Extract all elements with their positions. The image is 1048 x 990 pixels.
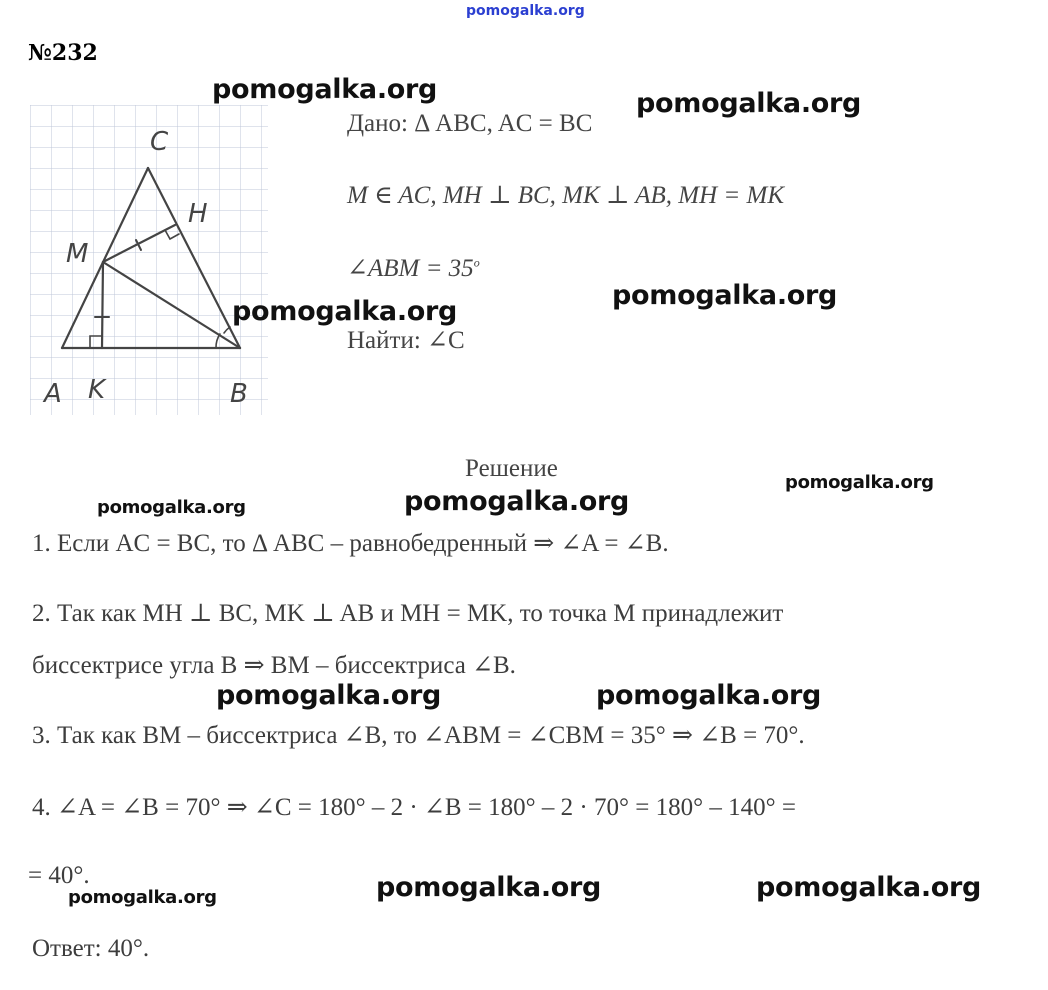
watermark-8: pomogalka.org (216, 680, 442, 711)
label-h: H (188, 199, 208, 229)
given-line-1: Дано: Δ ABC, AC = BC (347, 110, 593, 137)
watermark-12: pomogalka.org (68, 887, 217, 908)
answer-line: Ответ: 40°. (32, 935, 150, 962)
step-4b: = 40°. (28, 862, 90, 889)
step-4a: 4. ∠A = ∠B = 70° ⇒ ∠C = 180° – 2 · ∠B = 180° – 2 · 70° = 180° – 140° = (32, 794, 796, 821)
label-k: K (88, 375, 106, 405)
triangle-drawing (30, 105, 268, 415)
problem-number: №232 (28, 40, 98, 66)
watermark-7: pomogalka.org (404, 486, 630, 517)
watermark-3: pomogalka.org (612, 280, 838, 311)
top-watermark: pomogalka.org (466, 3, 585, 19)
given-line-2: M ∈ AC, MH ⊥ BC, MK ⊥ AB, MH = MK (347, 182, 785, 209)
find-line: Найти: ∠C (347, 327, 465, 354)
given-angle: ∠ABM = 35 (347, 255, 474, 282)
watermark-2: pomogalka.org (636, 88, 862, 119)
given-line-3 (347, 253, 480, 283)
step-2a: 2. Так как MH ⊥ BC, MK ⊥ AB и MH = MK, то точка M принадлежит (32, 600, 784, 627)
label-c: C (150, 127, 169, 157)
triangle-figure (30, 105, 268, 415)
solution-title: Решение (465, 455, 558, 482)
watermark-11: pomogalka.org (756, 872, 982, 903)
step-1: 1. Если AC = BC, то Δ ABC – равнобедренный ⇒ ∠A = ∠B. (32, 530, 669, 557)
watermark-10: pomogalka.org (376, 872, 602, 903)
watermark-1: pomogalka.org (212, 74, 438, 105)
step-3: 3. Так как BM – биссектриса ∠B, то ∠ABM = ∠CBM = 35° ⇒ ∠B = 70°. (32, 722, 805, 749)
watermark-9: pomogalka.org (596, 680, 822, 711)
watermark-6: pomogalka.org (97, 497, 246, 518)
label-b: B (230, 379, 248, 409)
label-a: A (44, 379, 62, 409)
perpendicular-mk (102, 262, 103, 348)
watermark-4: pomogalka.org (232, 296, 458, 327)
label-m: M (66, 239, 89, 269)
given-degree: o (473, 255, 480, 270)
step-2b: биссектрисе угла B ⇒ BM – биссектриса ∠B. (32, 652, 516, 679)
watermark-5: pomogalka.org (785, 472, 934, 493)
